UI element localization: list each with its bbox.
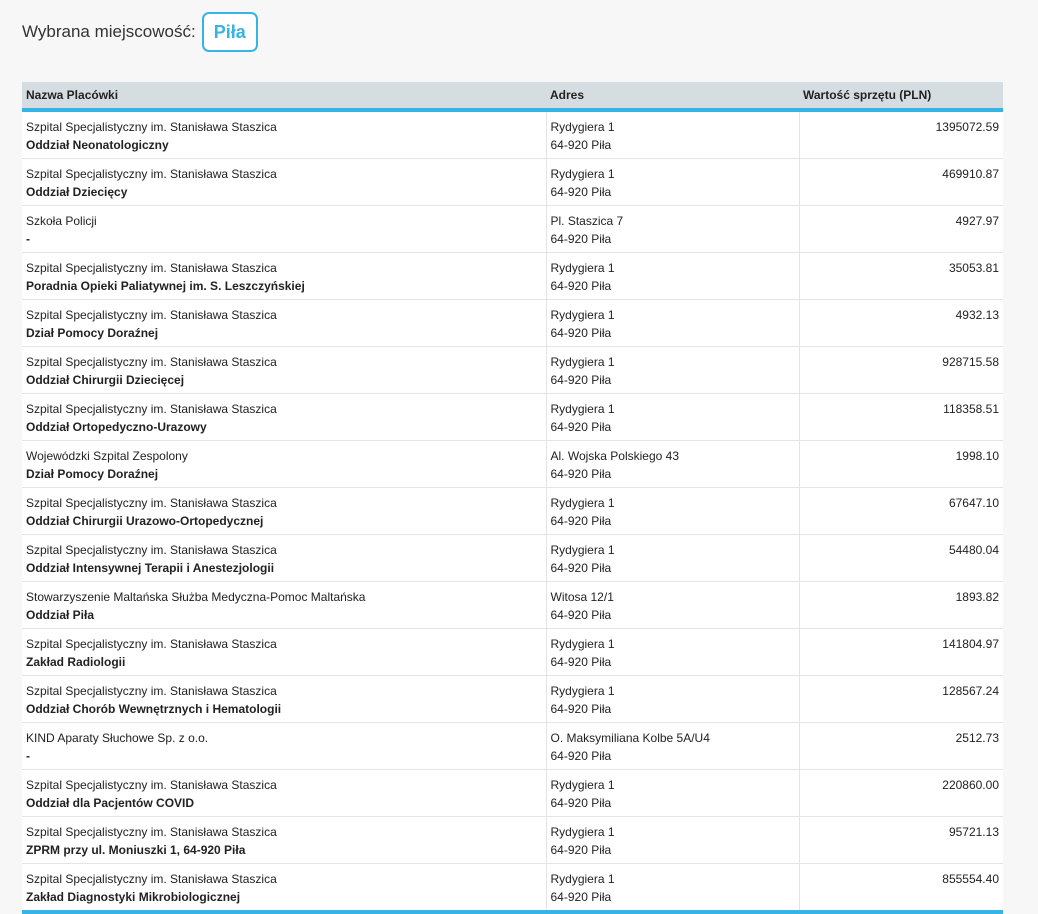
facility-name: Szpital Specjalistyczny im. Stanisława Staszica xyxy=(26,872,277,886)
address-city: 64-920 Piła xyxy=(550,701,612,716)
facility-name: Szkoła Policji xyxy=(26,214,97,228)
facility-cell xyxy=(22,441,546,488)
equipment-value-cell: 2512.73 xyxy=(799,723,1003,770)
facility-name: Szpital Specjalistyczny im. Stanisława Staszica xyxy=(26,167,277,181)
facility-name: Szpital Specjalistyczny im. Stanisława Staszica xyxy=(26,825,277,839)
table-body xyxy=(22,110,1003,912)
equipment-value-cell: 54480.04 xyxy=(799,535,1003,582)
address-cell xyxy=(546,110,799,159)
equipment-value-cell: 4927.97 xyxy=(799,206,1003,253)
address-street: Rydygiera 1 xyxy=(550,167,615,181)
facility-name: Szpital Specjalistyczny im. Stanisława Staszica xyxy=(26,684,277,698)
equipment-value-cell: 1998.10 xyxy=(799,441,1003,488)
facility-unit: Poradnia Opieki Paliatywnej im. S. Leszczyńskiej xyxy=(26,278,305,293)
facility-cell xyxy=(22,394,546,441)
address-city: 64-920 Piła xyxy=(550,560,612,575)
address-cell xyxy=(546,676,799,723)
facility-unit: Dział Pomocy Doraźnej xyxy=(26,466,159,481)
address-street: Witosa 12/1 xyxy=(550,590,614,604)
table-row[interactable] xyxy=(22,300,1003,347)
facility-name: Szpital Specjalistyczny im. Stanisława Staszica xyxy=(26,496,277,510)
address-city: 64-920 Piła xyxy=(550,184,612,199)
table-row[interactable] xyxy=(22,441,1003,488)
address-street: Rydygiera 1 xyxy=(550,637,615,651)
equipment-value-cell: 95721.13 xyxy=(799,817,1003,864)
facility-unit: - xyxy=(26,231,30,246)
column-header-name[interactable]: Nazwa Placówki xyxy=(22,82,546,110)
equipment-value-cell: 128567.24 xyxy=(799,676,1003,723)
address-cell xyxy=(546,300,799,347)
address-street: Rydygiera 1 xyxy=(550,355,615,369)
address-street: Rydygiera 1 xyxy=(550,778,615,792)
facility-name: Szpital Specjalistyczny im. Stanisława Staszica xyxy=(26,120,277,134)
address-cell xyxy=(546,347,799,394)
address-city: 64-920 Piła xyxy=(550,795,612,810)
facility-name: Szpital Specjalistyczny im. Stanisława Staszica xyxy=(26,308,277,322)
column-header-address[interactable]: Adres xyxy=(546,82,799,110)
equipment-value-cell: 118358.51 xyxy=(799,394,1003,441)
table-row[interactable] xyxy=(22,206,1003,253)
table-row[interactable] xyxy=(22,770,1003,817)
table-row[interactable] xyxy=(22,535,1003,582)
facility-unit: Oddział Chorób Wewnętrznych i Hematologii xyxy=(26,701,282,716)
facility-cell xyxy=(22,206,546,253)
facility-cell xyxy=(22,582,546,629)
address-street: Rydygiera 1 xyxy=(550,120,615,134)
facility-name: Szpital Specjalistyczny im. Stanisława Staszica xyxy=(26,261,277,275)
facility-cell xyxy=(22,110,546,159)
address-city: 64-920 Piła xyxy=(550,654,612,669)
address-street: Rydygiera 1 xyxy=(550,684,615,698)
facility-name: Wojewódzki Szpital Zespolony xyxy=(26,449,188,463)
address-city: 64-920 Piła xyxy=(550,842,612,857)
equipment-value-cell: 928715.58 xyxy=(799,347,1003,394)
facility-cell xyxy=(22,817,546,864)
address-street: Rydygiera 1 xyxy=(550,543,615,557)
address-street: Rydygiera 1 xyxy=(550,308,615,322)
facility-unit: ZPRM przy ul. Moniuszki 1, 64-920 Piła xyxy=(26,842,246,857)
facility-cell xyxy=(22,770,546,817)
table-row[interactable] xyxy=(22,159,1003,206)
address-cell xyxy=(546,441,799,488)
facility-unit: Dział Pomocy Doraźnej xyxy=(26,325,159,340)
table-row[interactable] xyxy=(22,110,1003,159)
address-city: 64-920 Piła xyxy=(550,325,612,340)
address-city: 64-920 Piła xyxy=(550,278,612,293)
facilities-table xyxy=(22,82,1003,914)
facility-unit: Oddział Piła xyxy=(26,607,95,622)
address-street: Pl. Staszica 7 xyxy=(550,214,624,228)
address-cell xyxy=(546,535,799,582)
address-city: 64-920 Piła xyxy=(550,513,612,528)
address-street: Al. Wojska Polskiego 43 xyxy=(550,449,680,463)
equipment-value-cell: 35053.81 xyxy=(799,253,1003,300)
table-row[interactable] xyxy=(22,582,1003,629)
address-cell xyxy=(546,817,799,864)
equipment-value-cell: 1893.82 xyxy=(799,582,1003,629)
table-row[interactable] xyxy=(22,817,1003,864)
table-header-row xyxy=(22,82,1003,110)
facility-cell xyxy=(22,300,546,347)
column-header-equipment-value[interactable]: Wartość sprzętu (PLN) xyxy=(799,82,1003,110)
address-street: Rydygiera 1 xyxy=(550,496,615,510)
facility-unit: Oddział Chirurgii Urazowo-Ortopedycznej xyxy=(26,513,264,528)
facility-cell xyxy=(22,159,546,206)
address-city: 64-920 Piła xyxy=(550,889,612,904)
address-street: Rydygiera 1 xyxy=(550,402,615,416)
facility-name: Szpital Specjalistyczny im. Stanisława Staszica xyxy=(26,543,277,557)
address-cell xyxy=(546,582,799,629)
facility-name: Szpital Specjalistyczny im. Stanisława Staszica xyxy=(26,637,277,651)
facility-cell xyxy=(22,864,546,913)
address-city: 64-920 Piła xyxy=(550,748,612,763)
facility-cell xyxy=(22,676,546,723)
facility-unit: Oddział Intensywnej Terapii i Anestezjologii xyxy=(26,560,275,575)
address-street: Rydygiera 1 xyxy=(550,261,615,275)
selected-city-label: Wybrana miejscowość: xyxy=(22,22,196,41)
facilities-table-container xyxy=(22,82,1003,914)
address-city: 64-920 Piła xyxy=(550,607,612,622)
table-row[interactable] xyxy=(22,676,1003,723)
facility-name: KIND Aparaty Słuchowe Sp. z o.o. xyxy=(26,731,209,745)
facility-name: Stowarzyszenie Maltańska Służba Medyczna-Pomoc Maltańska xyxy=(26,590,366,604)
address-street: Rydygiera 1 xyxy=(550,872,615,886)
address-cell xyxy=(546,159,799,206)
facility-unit: Oddział Neonatologiczny xyxy=(26,137,169,152)
address-city: 64-920 Piła xyxy=(550,419,612,434)
address-cell xyxy=(546,488,799,535)
address-cell xyxy=(546,770,799,817)
selected-city-bar xyxy=(22,12,258,52)
table-row[interactable] xyxy=(22,864,1003,913)
table-row[interactable] xyxy=(22,629,1003,676)
address-city: 64-920 Piła xyxy=(550,372,612,387)
table-row[interactable] xyxy=(22,253,1003,300)
address-city: 64-920 Piła xyxy=(550,466,612,481)
address-cell xyxy=(546,394,799,441)
facility-name: Szpital Specjalistyczny im. Stanisława Staszica xyxy=(26,778,277,792)
equipment-value-cell: 469910.87 xyxy=(799,159,1003,206)
address-city: 64-920 Piła xyxy=(550,231,612,246)
facility-unit: Zakład Diagnostyki Mikrobiologicznej xyxy=(26,889,241,904)
facility-unit: - xyxy=(26,748,30,763)
facility-cell xyxy=(22,488,546,535)
facility-unit: Oddział dla Pacjentów COVID xyxy=(26,795,195,810)
facility-unit: Oddział Dziecięcy xyxy=(26,184,128,199)
equipment-value-cell: 141804.97 xyxy=(799,629,1003,676)
facility-unit: Oddział Chirurgii Dziecięcej xyxy=(26,372,185,387)
facility-cell xyxy=(22,253,546,300)
city-badge[interactable]: Piła xyxy=(202,12,258,52)
equipment-value-cell: 855554.40 xyxy=(799,864,1003,913)
table-row[interactable] xyxy=(22,347,1003,394)
equipment-value-cell: 220860.00 xyxy=(799,770,1003,817)
address-city: 64-920 Piła xyxy=(550,137,612,152)
address-cell xyxy=(546,629,799,676)
equipment-value-cell: 67647.10 xyxy=(799,488,1003,535)
address-street: Rydygiera 1 xyxy=(550,825,615,839)
table-row[interactable] xyxy=(22,488,1003,535)
address-cell xyxy=(546,253,799,300)
facility-cell xyxy=(22,347,546,394)
facility-name: Szpital Specjalistyczny im. Stanisława Staszica xyxy=(26,355,277,369)
facility-cell xyxy=(22,629,546,676)
facility-unit: Zakład Radiologii xyxy=(26,654,126,669)
facility-cell xyxy=(22,723,546,770)
address-street: O. Maksymiliana Kolbe 5A/U4 xyxy=(550,731,710,745)
equipment-value-cell: 1395072.59 xyxy=(799,110,1003,159)
facility-name: Szpital Specjalistyczny im. Stanisława Staszica xyxy=(26,402,277,416)
table-row[interactable] xyxy=(22,723,1003,770)
facility-cell xyxy=(22,535,546,582)
address-cell xyxy=(546,723,799,770)
table-row[interactable] xyxy=(22,394,1003,441)
facility-unit: Oddział Ortopedyczno-Urazowy xyxy=(26,419,207,434)
address-cell xyxy=(546,206,799,253)
address-cell xyxy=(546,864,799,913)
equipment-value-cell: 4932.13 xyxy=(799,300,1003,347)
